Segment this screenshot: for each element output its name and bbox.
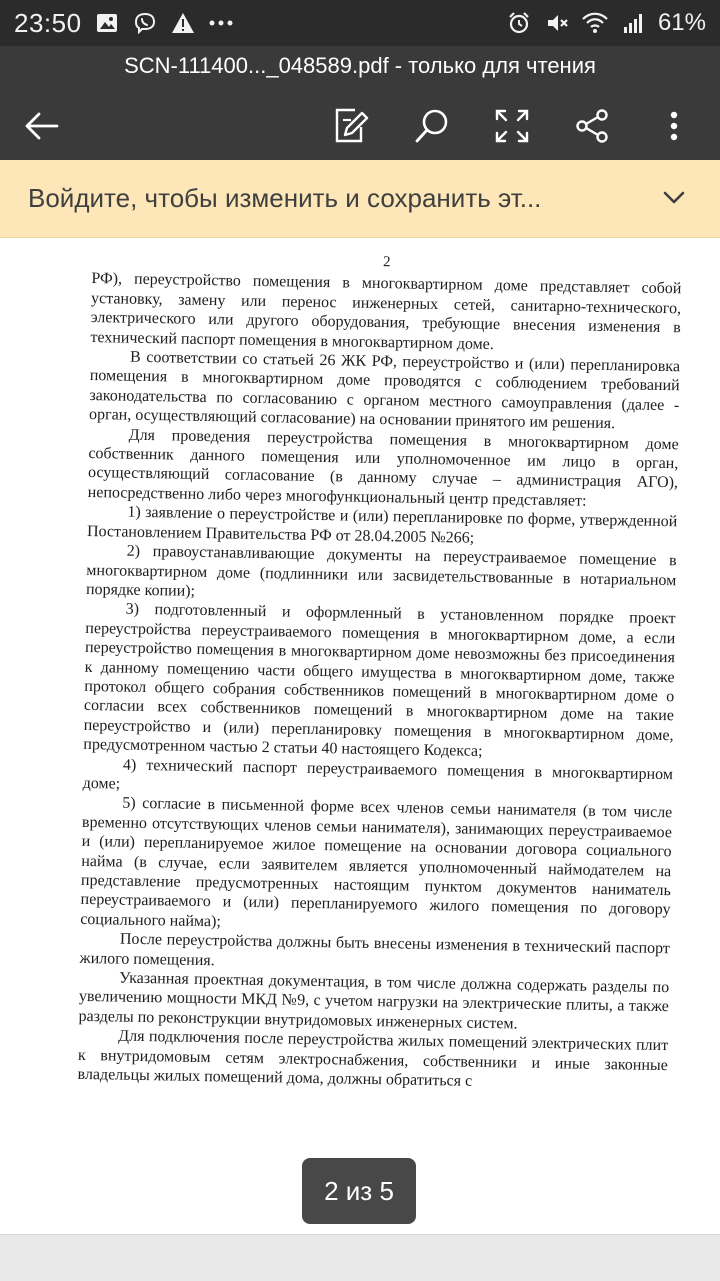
- mute-icon: [544, 10, 570, 36]
- doc-paragraph: После переустройства должны быть внесены изменения в технический паспорт жилого помещения.: [79, 930, 671, 969]
- share-icon: [573, 107, 611, 145]
- sign-in-banner[interactable]: [0, 160, 720, 238]
- viber-icon: [132, 10, 158, 36]
- chevron-down-icon[interactable]: [658, 182, 690, 214]
- edit-button[interactable]: [320, 96, 380, 156]
- doc-paragraph: В соответствии со статьей 26 ЖК РФ, переустройство и (или) перепланировка помещения в многоквартирном доме проводятся с соблюдением требований законодательства по согласованию с органом местного самоуправления (далее - орган, осуществляющий согласование) на основании принятого им решения.: [88, 348, 681, 433]
- back-arrow-icon: [23, 107, 61, 145]
- pdf-page: [77, 248, 682, 1095]
- edit-icon: [331, 107, 369, 145]
- page-number: 2: [382, 254, 391, 271]
- back-button[interactable]: [12, 96, 72, 156]
- battery-level: 61%: [657, 9, 706, 36]
- more-notifications-icon: [208, 10, 234, 36]
- signal-icon: [620, 10, 646, 36]
- doc-paragraph: РФ), переустройство помещения в многоквартирном доме представляет собой установку, замену или перенос инженерных сетей, санитарно-технического, электрического или другого оборудования, требующие внесения изменения в технический паспорт помещения в многоквартирном доме.: [90, 270, 682, 353]
- alarm-icon: [506, 10, 532, 36]
- fullscreen-button[interactable]: [482, 96, 542, 156]
- search-icon: [413, 107, 451, 145]
- doc-paragraph: 1) заявление о переустройстве и (или) перепланировке по форме, утвержденной Постановлением Правительства РФ от 28.04.2005 №266;: [86, 503, 678, 547]
- status-left: [14, 8, 234, 39]
- doc-paragraph: Указанная проектная документация, в том числе должна содержать разделы по увеличению мощности МКД №9, с учетом нагрузки на электрические плиты, а также разделы по реконструкции внутридомовых инженерных систем.: [78, 969, 670, 1033]
- doc-paragraph: 5) согласие в письменной форме всех членов семьи нанимателя (в том числе временно отсутствующих членов семьи нанимателя), занимающих переустраиваемое и (или) перепланируемое жилое помещение на основании договора социального найма (в случае, если заявителем является уполномоченный наймодателем на представление предусмотренных настоящим пунктом документов наниматель переустраиваемого и (или) перепланируемого жилого помещения по договору социального найма);: [80, 794, 673, 931]
- search-button[interactable]: [402, 96, 462, 156]
- more-options-button[interactable]: [644, 96, 704, 156]
- app-bar: [0, 46, 720, 160]
- doc-paragraph: Для проведения переустройства помещения в многоквартирном доме собственник данного помещения или уполномоченное им лицо в орган, осуществляющий согласование (в данному случае – администрация АГО), непосредственно либо через многофункциональный центр представляет:: [87, 426, 679, 510]
- pdf-viewer[interactable]: [0, 238, 720, 1234]
- alert-icon: [170, 10, 196, 36]
- document-title: SCN-111400..._048589.pdf - только для чтения: [124, 53, 596, 78]
- page-indicator: 2 из 5: [302, 1158, 416, 1224]
- status-right: [506, 9, 706, 37]
- bottom-bar: [0, 1234, 720, 1281]
- share-button[interactable]: [562, 96, 622, 156]
- status-time: 23:50: [14, 7, 82, 38]
- doc-paragraph: 2) правоустанавливающие документы на переустраиваемое помещение в многоквартирном доме (подлинники или засвидетельствованные в нотариальном порядке копии);: [85, 542, 677, 600]
- gallery-icon: [94, 10, 120, 36]
- banner-text: Войдите, чтобы изменить и сохранить эт...: [28, 183, 542, 213]
- more-vert-icon: [655, 107, 693, 145]
- wifi-icon: [582, 10, 608, 36]
- doc-paragraph: 4) технический паспорт переустраиваемого помещения в многоквартирном доме;: [82, 756, 674, 793]
- status-bar: [0, 0, 720, 46]
- doc-paragraph: Для подключения после переустройства жилых помещений электрических плит к внутридомовым сетям электроснабжения, собственники и иные законные владельцы жилых помещений дома, должны обратиться с: [77, 1027, 669, 1090]
- doc-paragraph: 3) подготовленный и оформленный в установленном порядке проект переустройства переустраиваемого помещения в многоквартирном доме, а если переустройство помещения в многоквартирном доме невозможны без присоединения к данному помещению части общего имущества в многоквартирном доме, также протокол общего собрания собственников помещений в многоквартирном доме о согласии всех собственников помещений в многоквартирном доме на такие переустройство и (или) перепланировку помещения в многоквартирном доме, предусмотренном частью 2 статьи 40 настоящего Кодекса;: [83, 600, 676, 761]
- fullscreen-icon: [493, 107, 531, 145]
